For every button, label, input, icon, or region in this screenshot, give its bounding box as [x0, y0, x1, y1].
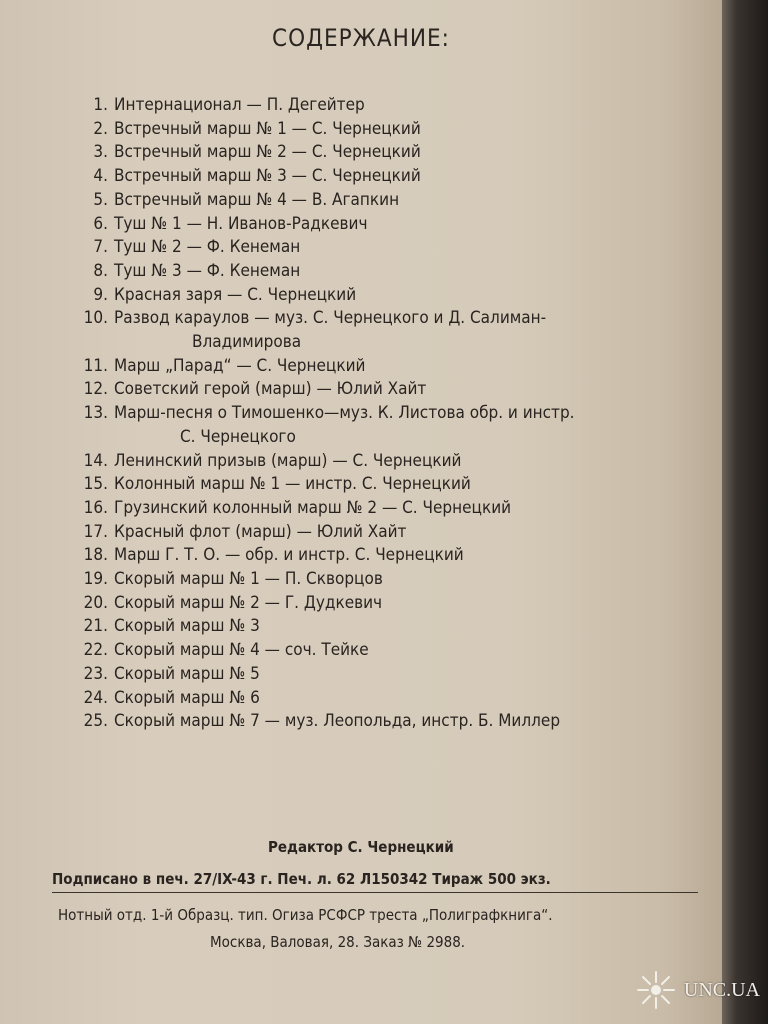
- toc-item: [52, 710, 712, 734]
- toc-item-title: Скорый марш № 2 — Г. Дудкевич: [114, 592, 383, 613]
- toc-item-continuation: Владимирова: [192, 332, 302, 353]
- toc-item-number: 10.: [83, 308, 108, 329]
- toc-item-number: 3.: [93, 142, 108, 163]
- toc-item-number: 18.: [83, 545, 108, 566]
- toc-item: [52, 615, 712, 639]
- toc-item-number: 12.: [83, 379, 108, 400]
- toc-item-title: Марш Г. Т. О. — обр. и инстр. С. Чернецкий: [114, 545, 464, 566]
- toc-item-title: Скорый марш № 3: [114, 616, 260, 637]
- toc-item: [52, 189, 712, 213]
- toc-item: [52, 284, 712, 308]
- book-binding-edge: [722, 0, 768, 1024]
- toc-item-title: Скорый марш № 4 — соч. Тейке: [114, 640, 369, 661]
- toc-item-title: Красный флот (марш) — Юлий Хайт: [114, 521, 407, 542]
- starburst-logo-icon: [636, 970, 676, 1010]
- toc-item-title: Красная заря — С. Чернецкий: [114, 284, 357, 305]
- toc-item: [52, 94, 712, 118]
- toc-item-number: 4.: [93, 166, 108, 187]
- toc-item-continuation: С. Чернецкого: [180, 426, 296, 447]
- toc-item-number: 17.: [83, 521, 108, 542]
- toc-item-number: 22.: [83, 640, 108, 661]
- toc-item: [52, 473, 712, 497]
- toc-item-title: Скорый марш № 5: [114, 663, 260, 684]
- toc-item-title: Встречный марш № 1 — С. Чернецкий: [114, 118, 421, 139]
- toc-item: [52, 355, 712, 379]
- toc-item-number: 8.: [93, 260, 108, 281]
- toc-item-title: Встречный марш № 2 — С. Чернецкий: [114, 142, 421, 163]
- toc-item: [52, 307, 712, 331]
- toc-item-title: Туш № 2 — Ф. Кенеман: [114, 237, 301, 258]
- toc-item-title: Встречный марш № 4 — В. Агапкин: [114, 189, 400, 210]
- toc-item-number: 11.: [83, 355, 108, 376]
- toc-item-title: Встречный марш № 3 — С. Чернецкий: [114, 166, 421, 187]
- toc-item: [52, 141, 712, 165]
- toc-item: [52, 687, 712, 711]
- toc-item: [52, 639, 712, 663]
- toc-item: [52, 213, 712, 237]
- page-title: СОДЕРЖАНИЕ:: [272, 24, 450, 52]
- toc-item-number: 15.: [83, 474, 108, 495]
- toc-item: [52, 544, 712, 568]
- toc-item-title: Марш „Парад“ — С. Чернецкий: [114, 355, 366, 376]
- toc-item-number: 21.: [83, 616, 108, 637]
- toc-item-number: 23.: [83, 663, 108, 684]
- printer-line-1: Нотный отд. 1-й Образц. тип. Огиза РСФСР треста „Полиграфкнига“.: [58, 906, 553, 924]
- toc-item: [52, 378, 712, 402]
- toc-item-number: 20.: [83, 592, 108, 613]
- toc-item-title: Скорый марш № 6: [114, 687, 260, 708]
- toc-item-number: 6.: [93, 213, 108, 234]
- toc-item-title: Колонный марш № 1 — инстр. С. Чернецкий: [114, 474, 471, 495]
- toc-item-number: 1.: [93, 95, 108, 115]
- toc-item-title: Марш-песня о Тимошенко—муз. К. Листова обр. и инстр.: [114, 403, 575, 424]
- toc-item-title: Интернационал — П. Дегейтер: [114, 95, 365, 115]
- toc-item: [52, 118, 712, 142]
- toc-item-title: Советский герой (марш) — Юлий Хайт: [114, 379, 427, 400]
- toc-item-title: Ленинский призыв (марш) — С. Чернецкий: [114, 450, 462, 471]
- toc-item: [52, 663, 712, 687]
- toc-item: [52, 497, 712, 521]
- toc-item-number: 14.: [83, 450, 108, 471]
- toc-item: [52, 592, 712, 616]
- toc-item-number: 24.: [83, 687, 108, 708]
- toc-item-title: Развод караулов — муз. С. Чернецкого и Д. Салиман-: [114, 308, 547, 329]
- watermark-text: UNC.UA: [683, 978, 760, 1001]
- toc-item-number: 16.: [83, 497, 108, 518]
- toc-item: [52, 568, 712, 592]
- contents-list: [52, 94, 712, 734]
- toc-item: [52, 450, 712, 474]
- toc-item-number: 2.: [93, 118, 108, 139]
- toc-item-title: Туш № 3 — Ф. Кенеман: [114, 260, 301, 281]
- editor-line: Редактор С. Чернецкий: [268, 838, 454, 856]
- toc-item: [52, 260, 712, 284]
- toc-item-number: 7.: [93, 237, 108, 258]
- toc-item-number: 19.: [83, 569, 108, 590]
- toc-item-number: 13.: [83, 403, 108, 424]
- toc-item-title: Туш № 1 — Н. Иванов-Радкевич: [114, 213, 368, 234]
- toc-item: [52, 236, 712, 260]
- toc-item-number: 5.: [93, 189, 108, 210]
- toc-item-title: Скорый марш № 7 — муз. Леопольда, инстр. Б. Миллер: [114, 711, 561, 732]
- toc-item: [52, 165, 712, 189]
- toc-item-title: Грузинский колонный марш № 2 — С. Чернецкий: [114, 497, 512, 518]
- toc-item-title: Скорый марш № 1 — П. Скворцов: [114, 569, 383, 590]
- watermark: [636, 970, 760, 1010]
- print-signed-line: Подписано в печ. 27/IX-43 г. Печ. л. 62 Л150342 Тираж 500 экз.: [52, 870, 698, 893]
- toc-item-number: 9.: [93, 284, 108, 305]
- toc-item: [52, 402, 712, 426]
- toc-item-number: 25.: [83, 711, 108, 732]
- printer-line-2: Москва, Валовая, 28. Заказ № 2988.: [210, 933, 466, 951]
- toc-item: [52, 521, 712, 545]
